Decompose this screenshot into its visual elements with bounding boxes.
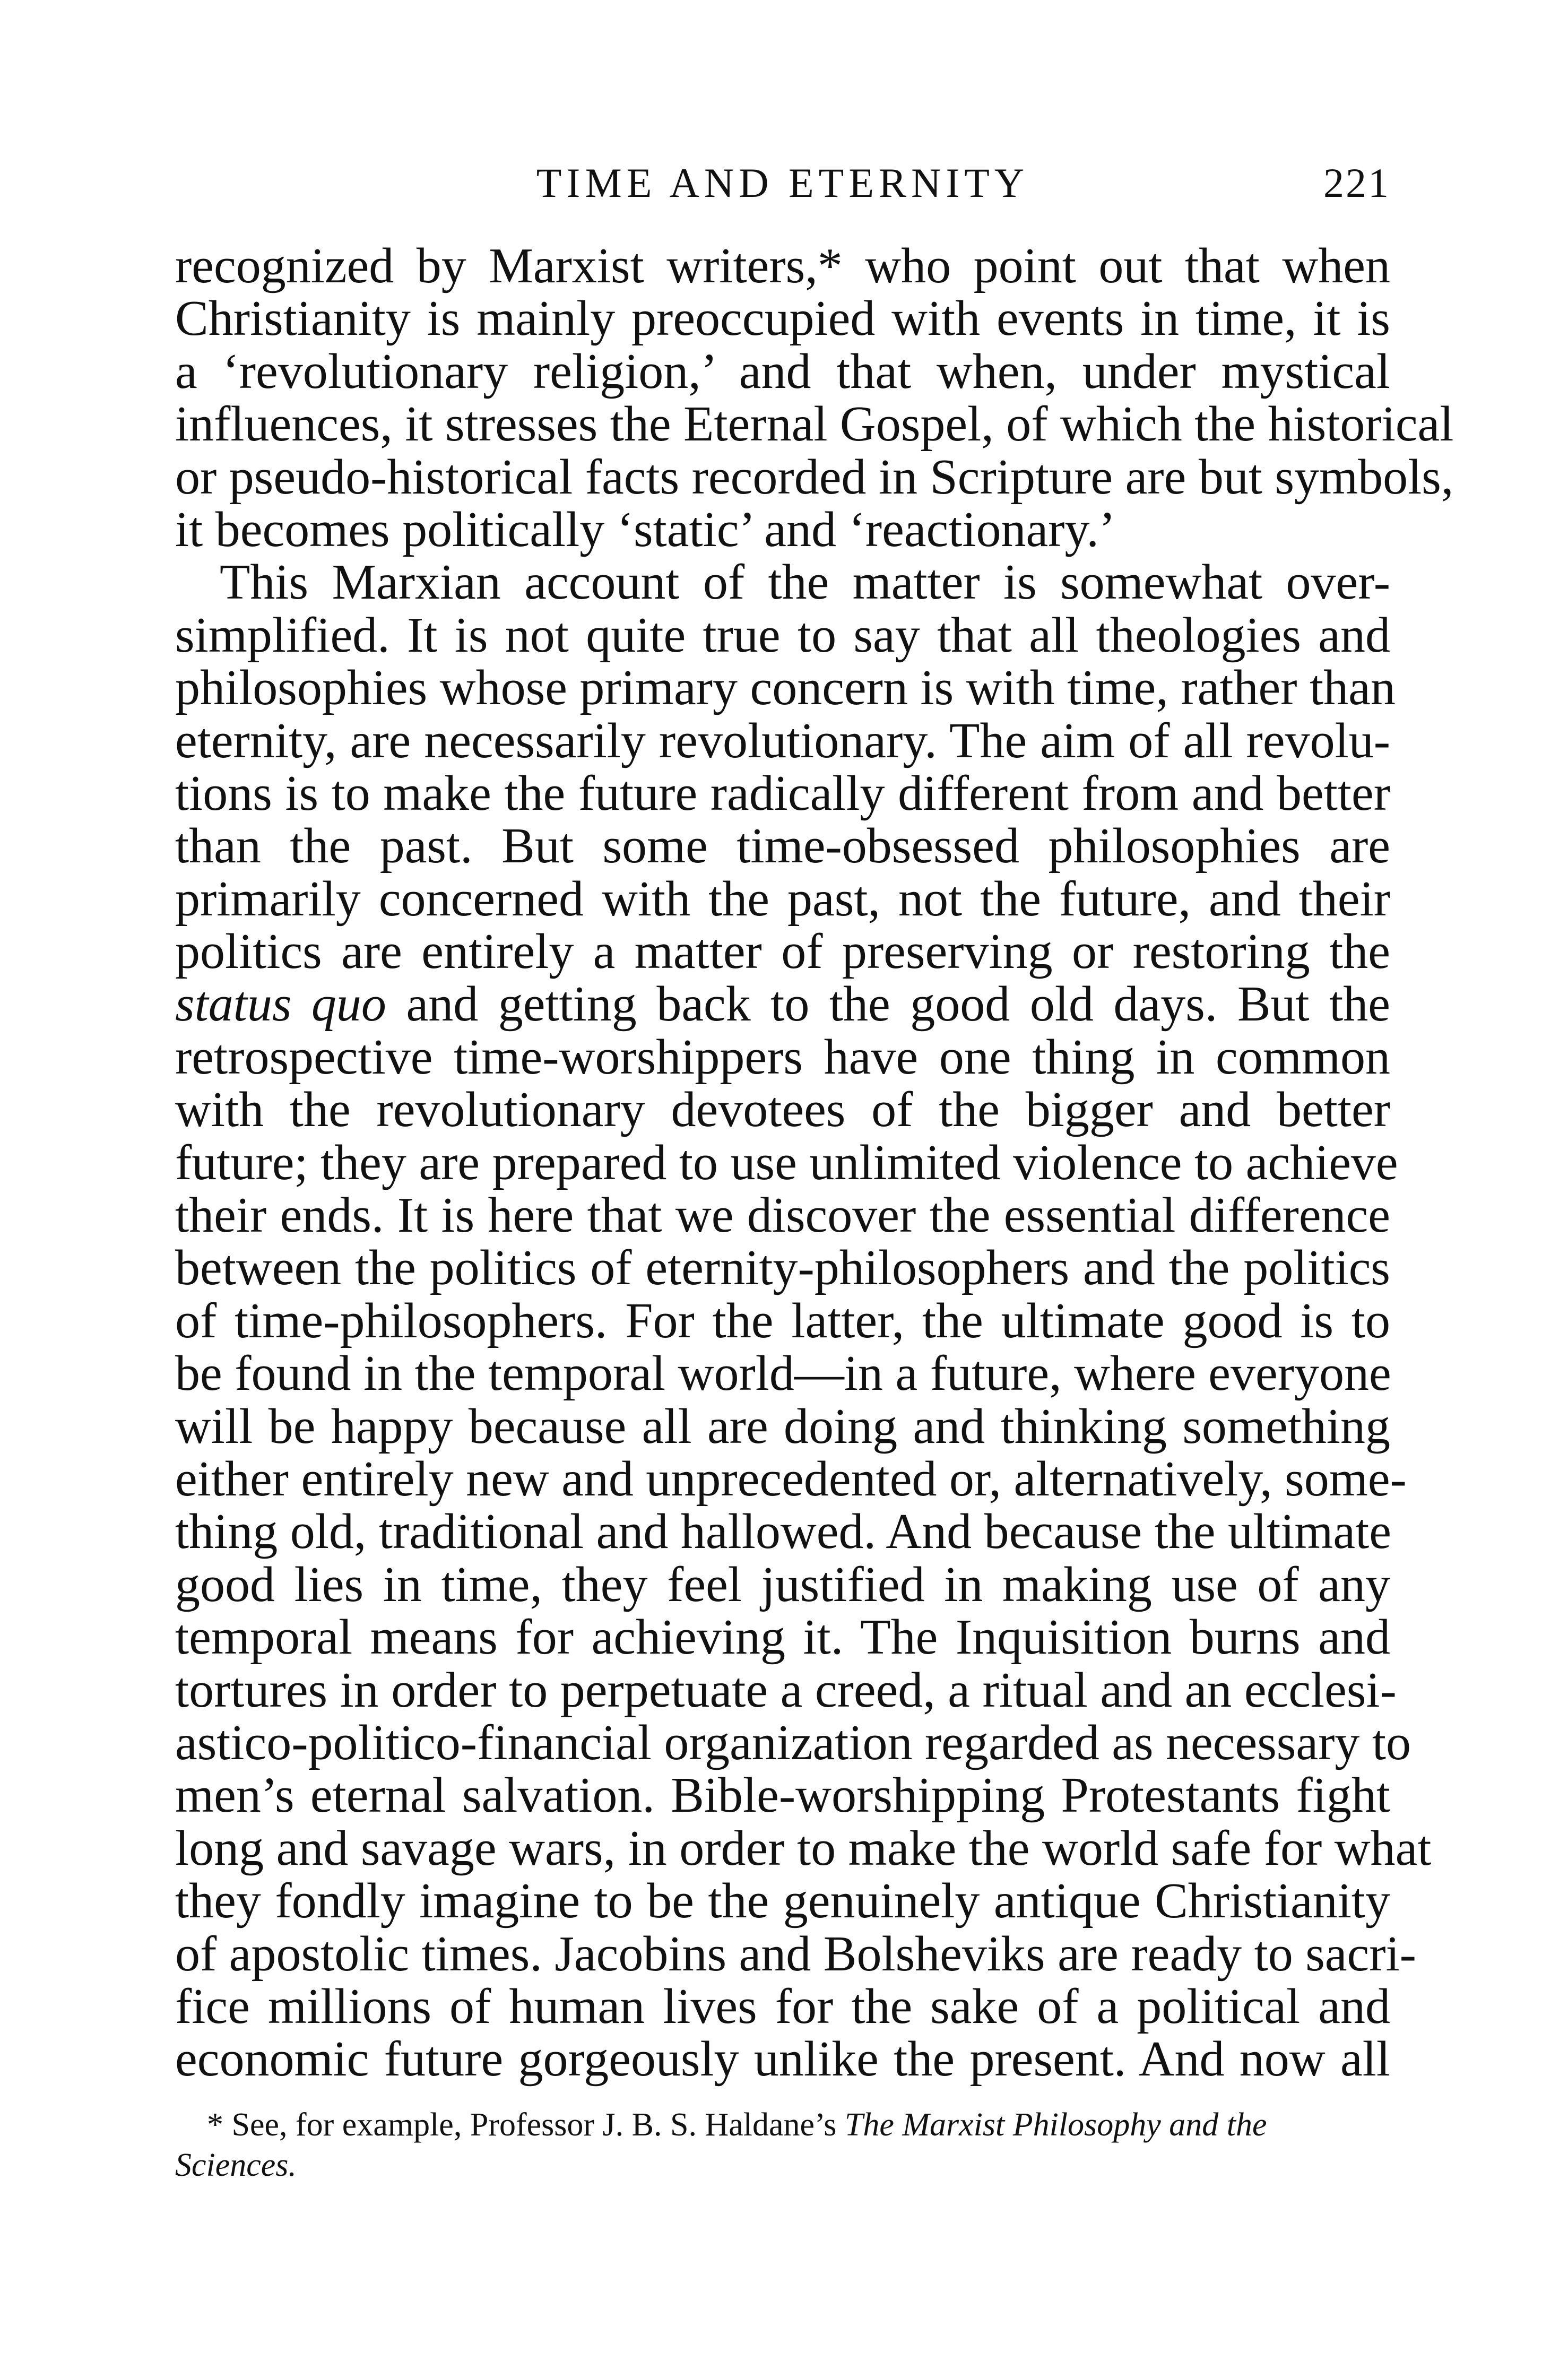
running-title: TIME AND ETERNITY — [536, 160, 1029, 206]
text-line: retrospective time-worshippers have one thing in common — [175, 1029, 1390, 1085]
footnote-line: * See, for example, Professor J. B. S. Haldane’s The Marxist Philosophy and the — [207, 2107, 1267, 2143]
page-number: 221 — [1323, 160, 1390, 206]
text-line: than the past. But some time-obsessed philosophies are — [175, 818, 1390, 874]
text-line: men’s eternal salvation. Bible-worshipping Protestants fight — [175, 1768, 1390, 1823]
text-line: philosophies whose primary concern is with time, rather than — [175, 660, 1396, 716]
text-line: astico-politico-financial organization regarded as necessary to — [175, 1715, 1411, 1770]
text-line: tions is to make the future radically different from and better — [175, 765, 1390, 821]
text-line: simplified. It is not quite true to say that all theologies and — [175, 607, 1390, 663]
text-line: their ends. It is here that we discover the essential difference — [175, 1188, 1390, 1243]
footnote — [175, 2105, 1390, 2185]
text-line: tortures in order to perpetuate a creed, a ritual and an ecclesi- — [175, 1662, 1397, 1718]
running-header — [175, 154, 1390, 212]
text-line: fice millions of human lives for the sake of a political and — [175, 1978, 1390, 2034]
text-line: or pseudo-historical facts recorded in Scripture are but symbols, — [175, 449, 1454, 505]
text-line: with the revolutionary devotees of the bigger and better — [175, 1082, 1390, 1138]
text-line: primarily concerned with the past, not the future, and their — [175, 871, 1390, 927]
text-line: thing old, traditional and hallowed. And because the ultimate — [175, 1504, 1391, 1560]
text-line: it becomes politically ‘static’ and ‘reactionary.’ — [175, 501, 1116, 557]
text-line: a ‘revolutionary religion,’ and that when, under mystical — [175, 343, 1390, 399]
text-line: good lies in time, they feel justified in making use of any — [175, 1556, 1390, 1612]
text-line: Christianity is mainly preoccupied with events in time, it is — [175, 291, 1390, 347]
text-line: will be happy because all are doing and thinking something — [175, 1398, 1390, 1454]
text-line: of apostolic times. Jacobins and Bolsheviks are ready to sacri- — [175, 1926, 1416, 1982]
text-line: politics are entirely a matter of preserving or restoring the — [175, 924, 1390, 980]
text-line: they fondly imagine to be the genuinely antique Christianity — [175, 1873, 1390, 1929]
body-text — [175, 238, 1454, 2087]
text-line: This Marxian account of the matter is somewhat over- — [220, 555, 1390, 610]
text-line: future; they are prepared to use unlimited violence to achieve — [175, 1135, 1398, 1190]
text-line: economic future gorgeously unlike the present. And now all — [175, 2031, 1390, 2087]
text-line: be found in the temporal world—in a future, where everyone — [175, 1346, 1391, 1402]
text-line: temporal means for achieving it. The Inquisition burns and — [175, 1610, 1390, 1665]
text-line: of time-philosophers. For the latter, the ultimate good is to — [175, 1293, 1390, 1348]
text-line: between the politics of eternity-philosophers and the politics — [175, 1240, 1390, 1296]
text-line: eternity, are necessarily revolutionary. The aim of all revolu- — [175, 713, 1390, 768]
text-line: status quo and getting back to the good old days. But the — [175, 976, 1390, 1032]
text-line: either entirely new and unprecedented or, alternatively, some- — [175, 1451, 1407, 1507]
footnote-line: Sciences. — [175, 2147, 297, 2183]
text-line: recognized by Marxist writers,* who point out that when — [175, 238, 1390, 293]
text-line: influences, it stresses the Eternal Gospel, of which the historical — [175, 396, 1454, 452]
text-line: long and savage wars, in order to make the world safe for what — [175, 1820, 1432, 1876]
